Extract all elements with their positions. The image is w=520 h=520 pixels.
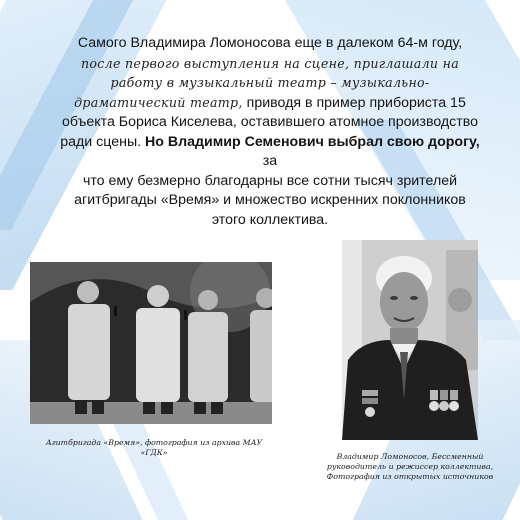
text-line	[58, 93, 482, 114]
group-photo-illustration	[30, 262, 272, 424]
text-line: агитбригады «Время» и множество искренних поклонников	[74, 192, 466, 208]
text-line	[58, 133, 482, 172]
portrait-illustration	[342, 240, 478, 440]
text-line: объекта Бориса Киселева, оставившего атомное производство	[61, 114, 479, 130]
handwritten-line: работу в музыкальный театр – музыкально-	[110, 75, 430, 90]
portrait-photo	[342, 240, 478, 440]
group-photo-caption: Агитбригада «Время», фотография из архива МАУ «ГДК»	[45, 438, 263, 457]
handwritten-line: после первого выступления на сцене, приглашали на	[80, 55, 460, 71]
text-line: этого коллектива.	[211, 211, 329, 228]
text-fragment: ради сцены.	[60, 133, 142, 150]
caption-line: Владимир Ломоносов, Бессменный	[336, 452, 484, 461]
group-photo	[30, 262, 272, 424]
handwritten-fragment: драматический театр,	[74, 94, 243, 110]
text-fragment: приводя в пример прибориста 15	[242, 94, 466, 111]
caption-line: Фотография из открытых источников	[326, 472, 494, 481]
text-line: что ему безмерно благодарны все сотни тысяч зрителей	[82, 172, 458, 189]
caption-line: руководитель и режиссер коллектива,	[326, 462, 494, 471]
portrait-photo-caption	[300, 452, 520, 482]
bold-emphasis: Но Владимир Семенович выбрал свою дорогу,	[141, 133, 480, 150]
main-paragraph	[58, 34, 482, 230]
text-fragment: за	[262, 153, 278, 169]
text-line: Самого Владимира Ломоносова еще в далеком 64-м году,	[77, 35, 463, 51]
